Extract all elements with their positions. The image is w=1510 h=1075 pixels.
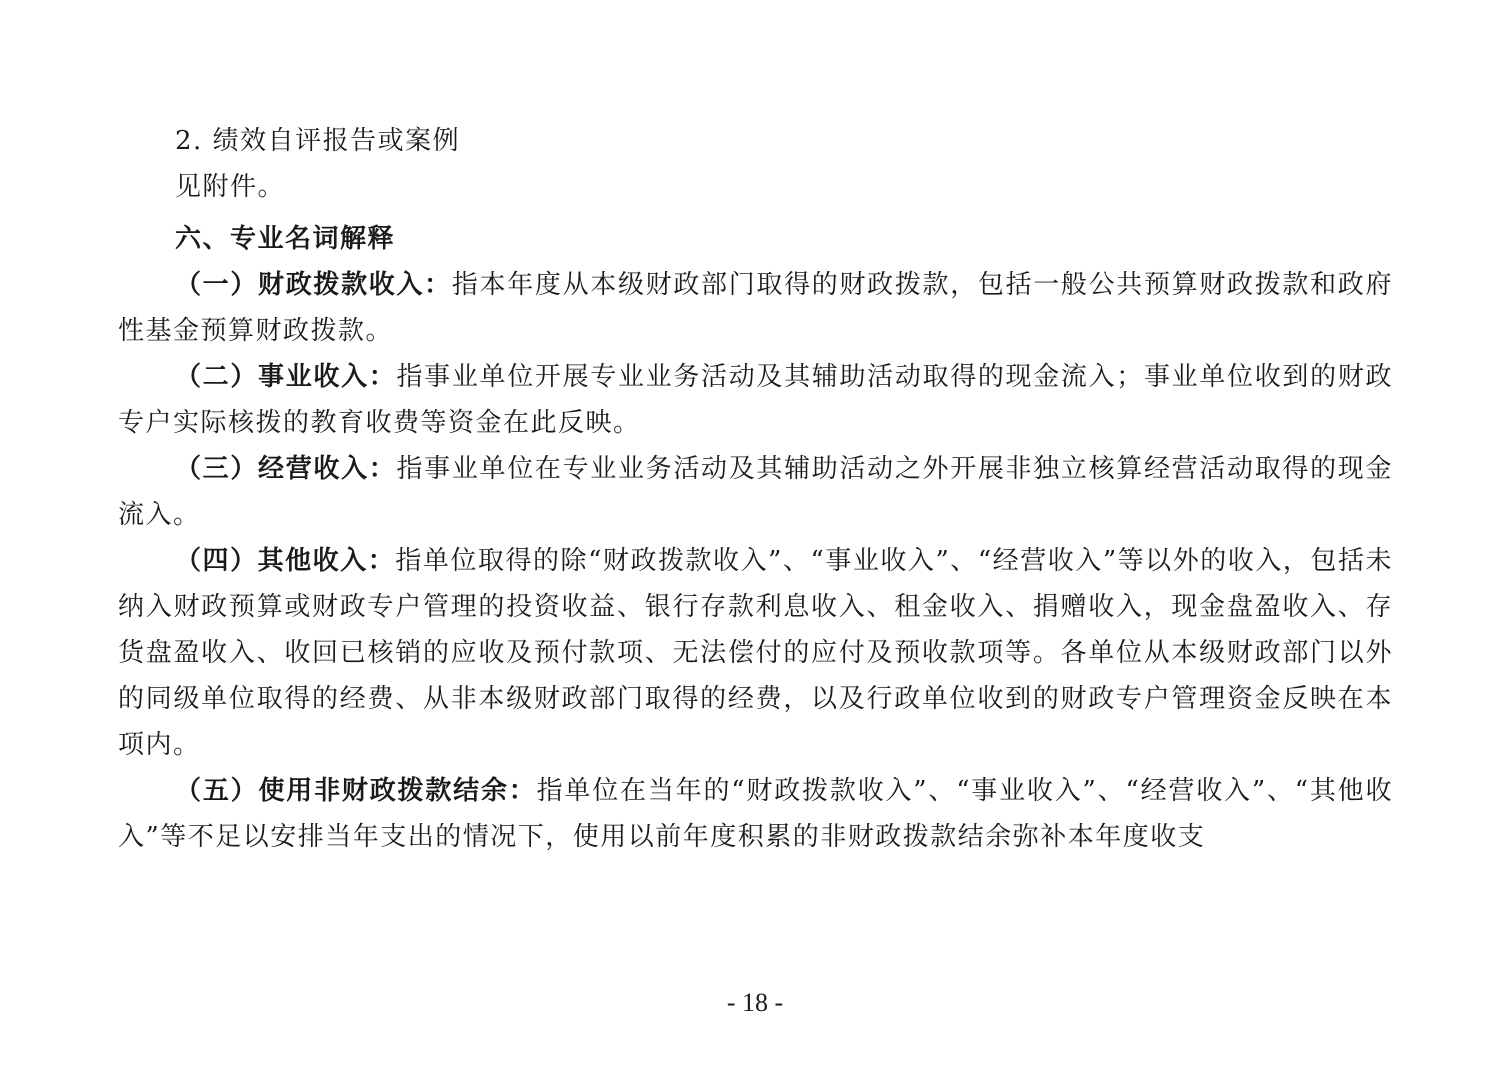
definition-text: 指单位取得的除“财政拨款收入”、“事业收入”、“经营收入”等以外的收入，包括未纳入财政预算或财政专户管理的投资收益、银行存款利息收入、租金收入、捐赠收入，现金盘盈收入、存货盘盈收入、收回已核销的应收及预付款项、无法偿付的应付及预收款项等。各单位从本级财政部门以外的同级单位取得的经费、从非本级财政部门取得的经费，以及行政单位收到的财政专户管理资金反映在本项内。 — [118, 546, 1393, 760]
definition-paragraph — [118, 446, 1393, 538]
definition-term: （五）使用非财政拨款结余： — [175, 776, 537, 806]
section-item-title: 2. 绩效自评报告或案例 — [175, 126, 461, 156]
definition-text: 指事业单位开展专业业务活动及其辅助活动取得的现金流入；事业单位收到的财政专户实际核拨的教育收费等资金在此反映。 — [118, 362, 1393, 438]
definition-paragraph — [118, 538, 1393, 768]
section-heading: 六、专业名词解释 — [175, 224, 396, 254]
definition-paragraph — [118, 768, 1393, 860]
section-item-body: 见附件。 — [175, 172, 286, 202]
definition-term: （一）财政拨款收入： — [175, 270, 452, 300]
page-content — [118, 118, 1393, 860]
definition-text: 指本年度从本级财政部门取得的财政拨款，包括一般公共预算财政拨款和政府性基金预算财政拨款。 — [118, 270, 1393, 346]
definition-paragraph — [118, 354, 1393, 446]
definition-term: （四）其他收入： — [175, 546, 396, 576]
definition-text: 指单位在当年的“财政拨款收入”、“事业收入”、“经营收入”、“其他收入”等不足以安排当年支出的情况下，使用以前年度积累的非财政拨款结余弥补本年度收支 — [118, 776, 1393, 852]
definition-term: （二）事业收入： — [175, 362, 397, 392]
definition-text: 指事业单位在专业业务活动及其辅助活动之外开展非独立核算经营活动取得的现金流入。 — [118, 454, 1393, 530]
definition-term: （三）经营收入： — [175, 454, 397, 484]
page-number: - 18 - — [726, 988, 784, 1017]
definition-paragraph — [118, 262, 1393, 354]
